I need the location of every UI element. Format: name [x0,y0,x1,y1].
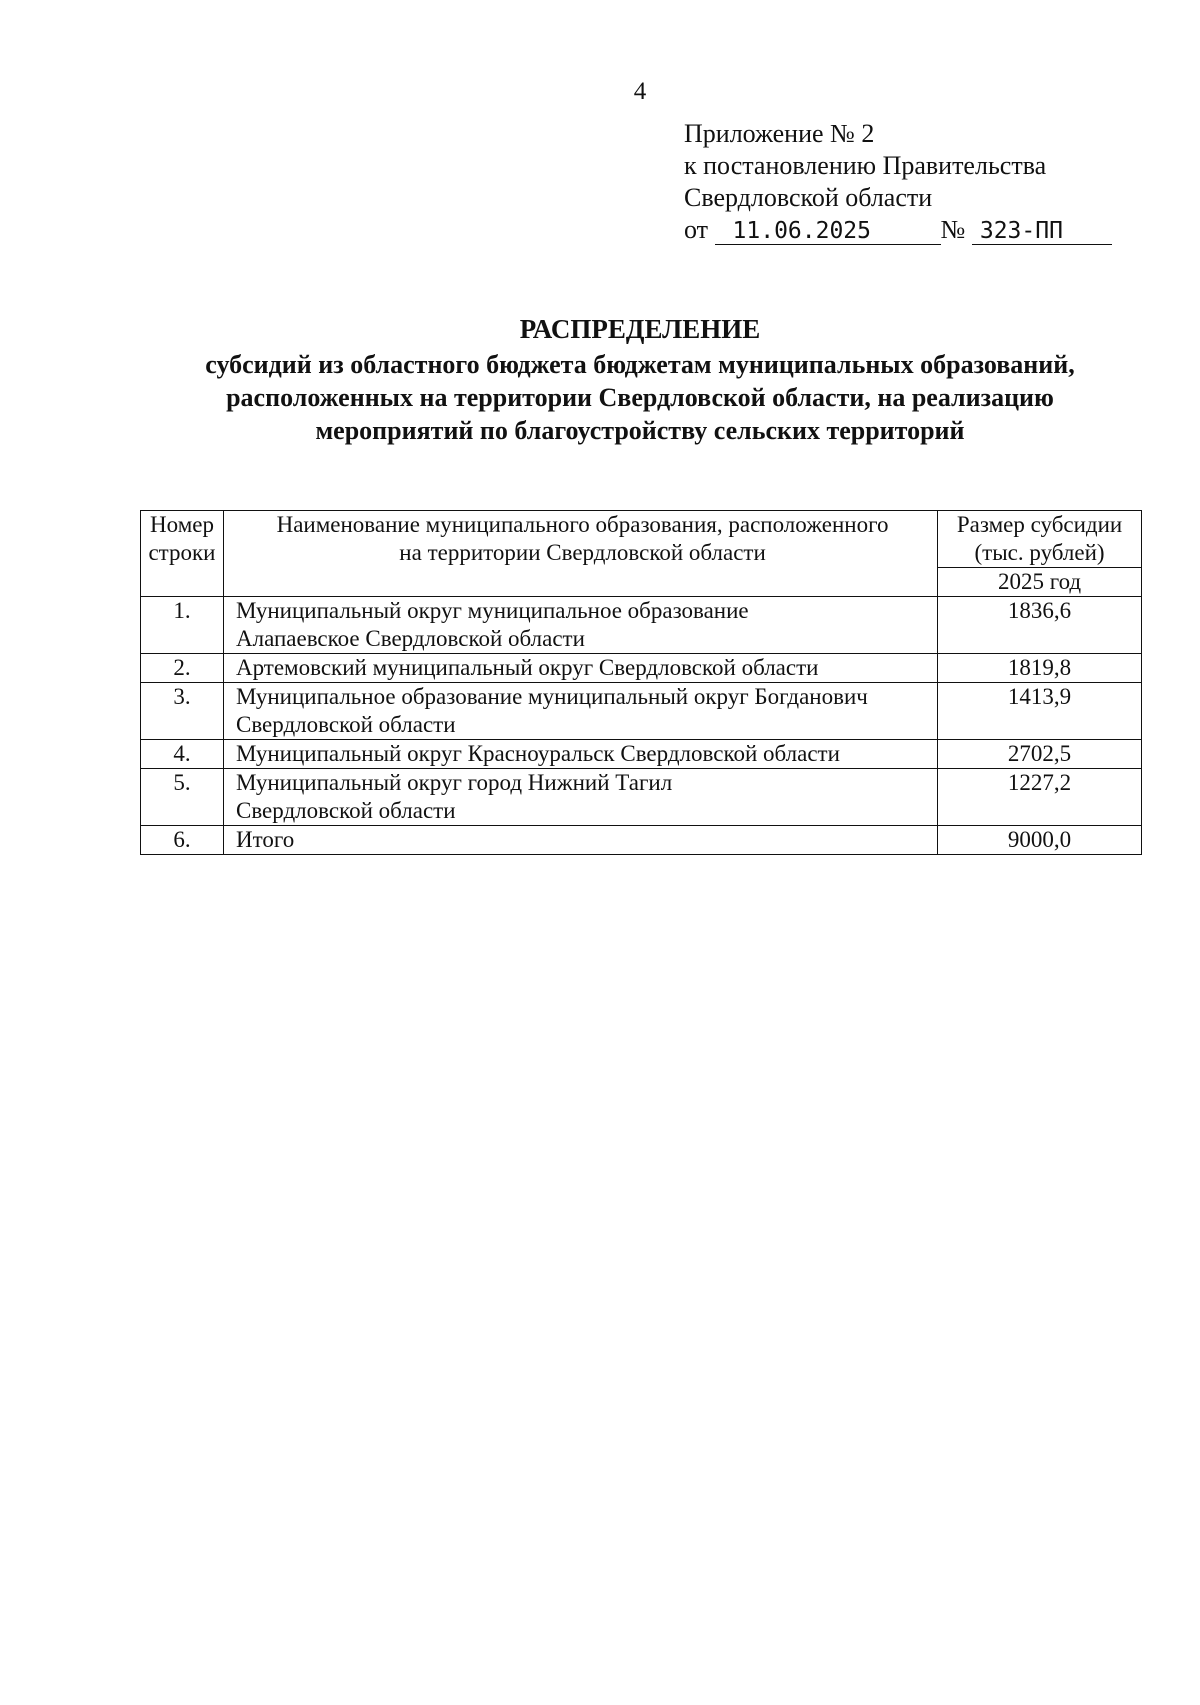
title-line-2: расположенных на территории Свердловской области, на реализацию [226,383,1054,412]
municipality-name: Артемовский муниципальный округ Свердловской области [223,654,937,683]
date-value: 11.06.2025 [715,218,941,245]
municipality-name-line1: Муниципальное образование муниципальный округ Богданович [235,684,868,709]
subsidy-amount: 2702,5 [938,740,1142,769]
table-header-row [141,511,1142,568]
appendix-resolution: к постановлению Правительства [684,151,1047,180]
appendix-block [684,118,1112,246]
table-row [141,740,1142,769]
subsidy-amount: 1413,9 [938,683,1142,740]
header-amount-line2: (тыс. рублей) [974,540,1105,565]
municipality-name-line1: Муниципальный округ город Нижний Тагил [235,770,673,795]
municipality-name [223,769,937,826]
header-subsidy-amount [938,511,1142,568]
header-municipality-name [223,511,937,597]
appendix-region: Свердловской области [684,183,933,212]
table-row [141,683,1142,740]
subsidy-amount: 1227,2 [938,769,1142,826]
municipality-name [223,597,937,654]
row-number: 6. [141,826,224,855]
row-number: 2. [141,654,224,683]
municipality-name [223,683,937,740]
document-title [0,312,1200,447]
title-line-1: субсидий из областного бюджета бюджетам муниципальных образований, [205,350,1075,379]
municipality-name-line1: Муниципальный округ муниципальное образование [235,598,749,623]
header-year: 2025 год [938,568,1142,597]
row-number: 3. [141,683,224,740]
number-prefix: № [940,215,966,244]
date-prefix: от [684,215,709,244]
municipality-name: Муниципальный округ Красноуральск Свердловской области [223,740,937,769]
table-total-row [141,826,1142,855]
table-row [141,597,1142,654]
municipality-name-line2: Алапаевское Свердловской области [235,626,585,651]
municipality-name-line2: Свердловской области [235,712,456,737]
row-number: 4. [141,740,224,769]
table-row [141,654,1142,683]
appendix-title: Приложение № 2 [684,119,875,148]
total-label: Итого [223,826,937,855]
header-amount-line1: Размер субсидии [956,512,1123,537]
total-amount: 9000,0 [938,826,1142,855]
municipality-name-line2: Свердловской области [235,798,456,823]
subsidy-amount: 1819,8 [938,654,1142,683]
number-value: 323-ПП [972,218,1112,245]
header-row-number-line1: Номер [150,512,214,537]
table-row [141,769,1142,826]
header-name-line1: Наименование муниципального образования, расположенного [276,512,889,537]
title-line-3: мероприятий по благоустройству сельских территорий [315,416,965,445]
header-name-line2: на территории Свердловской области [399,540,766,565]
subsidy-amount: 1836,6 [938,597,1142,654]
row-number: 1. [141,597,224,654]
title-main: РАСПРЕДЕЛЕНИЕ [519,314,761,344]
header-row-number [141,511,224,597]
header-row-number-line2: строки [148,540,216,565]
page-number: 4 [633,78,647,105]
appendix-date-line [684,214,1112,246]
row-number: 5. [141,769,224,826]
subsidy-table [140,510,1142,855]
